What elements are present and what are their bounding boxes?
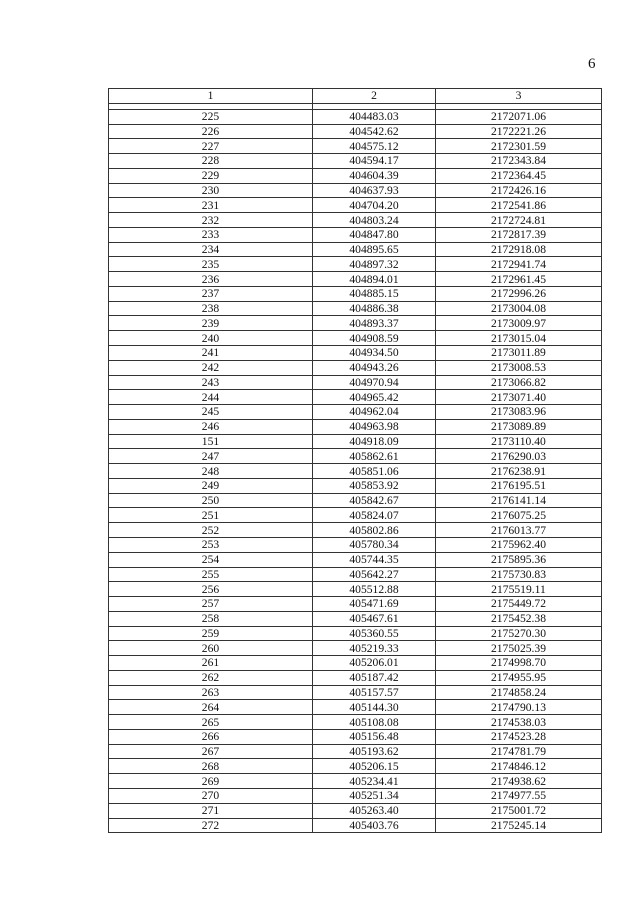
y-coordinate-cell: 2172221.26 xyxy=(436,124,602,139)
y-coordinate-cell: 2176238.91 xyxy=(436,464,602,479)
table-row xyxy=(109,744,602,759)
table-row xyxy=(109,715,602,730)
y-coordinate-cell: 2172961.45 xyxy=(436,272,602,287)
point-number-cell: 244 xyxy=(109,390,313,405)
point-number-cell: 265 xyxy=(109,715,313,730)
x-coordinate-cell: 404847.80 xyxy=(313,227,436,242)
x-coordinate-cell: 404886.38 xyxy=(313,301,436,316)
table-row xyxy=(109,346,602,361)
x-coordinate-cell: 404963.98 xyxy=(313,419,436,434)
point-number-cell: 261 xyxy=(109,656,313,671)
y-coordinate-cell: 2173071.40 xyxy=(436,390,602,405)
y-coordinate-cell: 2175962.40 xyxy=(436,537,602,552)
table-row xyxy=(109,626,602,641)
x-coordinate-cell: 405206.15 xyxy=(313,759,436,774)
column-header-3: 3 xyxy=(436,89,602,104)
point-number-cell: 257 xyxy=(109,597,313,612)
point-number-cell: 259 xyxy=(109,626,313,641)
x-coordinate-cell: 405851.06 xyxy=(313,464,436,479)
y-coordinate-cell: 2175001.72 xyxy=(436,803,602,818)
point-number-cell: 237 xyxy=(109,286,313,301)
x-coordinate-cell: 405642.27 xyxy=(313,567,436,582)
point-number-cell: 250 xyxy=(109,493,313,508)
x-coordinate-cell: 405219.33 xyxy=(313,641,436,656)
table-row xyxy=(109,434,602,449)
x-coordinate-cell: 404895.65 xyxy=(313,242,436,257)
x-coordinate-cell: 405263.40 xyxy=(313,803,436,818)
point-number-cell: 239 xyxy=(109,316,313,331)
table-row xyxy=(109,508,602,523)
x-coordinate-cell: 405251.34 xyxy=(313,788,436,803)
x-coordinate-cell: 405108.08 xyxy=(313,715,436,730)
x-coordinate-cell: 404604.39 xyxy=(313,168,436,183)
point-number-cell: 234 xyxy=(109,242,313,257)
point-number-cell: 233 xyxy=(109,227,313,242)
y-coordinate-cell: 2176075.25 xyxy=(436,508,602,523)
y-coordinate-cell: 2174846.12 xyxy=(436,759,602,774)
y-coordinate-cell: 2174538.03 xyxy=(436,715,602,730)
table-row xyxy=(109,582,602,597)
y-coordinate-cell: 2173066.82 xyxy=(436,375,602,390)
y-coordinate-cell: 2172071.06 xyxy=(436,109,602,124)
y-coordinate-cell: 2176013.77 xyxy=(436,523,602,538)
y-coordinate-cell: 2173015.04 xyxy=(436,331,602,346)
point-number-cell: 242 xyxy=(109,360,313,375)
table-row xyxy=(109,301,602,316)
point-number-cell: 246 xyxy=(109,419,313,434)
table-row xyxy=(109,537,602,552)
x-coordinate-cell: 404594.17 xyxy=(313,154,436,169)
x-coordinate-cell: 405467.61 xyxy=(313,611,436,626)
point-number-cell: 243 xyxy=(109,375,313,390)
y-coordinate-cell: 2172941.74 xyxy=(436,257,602,272)
point-number-cell: 272 xyxy=(109,818,313,833)
y-coordinate-cell: 2174938.62 xyxy=(436,774,602,789)
table-body xyxy=(109,103,602,833)
point-number-cell: 241 xyxy=(109,346,313,361)
y-coordinate-cell: 2172541.86 xyxy=(436,198,602,213)
x-coordinate-cell: 405744.35 xyxy=(313,552,436,567)
y-coordinate-cell: 2172301.59 xyxy=(436,139,602,154)
x-coordinate-cell: 404704.20 xyxy=(313,198,436,213)
point-number-cell: 228 xyxy=(109,154,313,169)
table-row xyxy=(109,405,602,420)
x-coordinate-cell: 405187.42 xyxy=(313,670,436,685)
x-coordinate-cell: 405842.67 xyxy=(313,493,436,508)
y-coordinate-cell: 2172426.16 xyxy=(436,183,602,198)
x-coordinate-cell: 404965.42 xyxy=(313,390,436,405)
table-row xyxy=(109,154,602,169)
point-number-cell: 225 xyxy=(109,109,313,124)
point-number-cell: 251 xyxy=(109,508,313,523)
point-number-cell: 248 xyxy=(109,464,313,479)
x-coordinate-cell: 404575.12 xyxy=(313,139,436,154)
y-coordinate-cell: 2175730.83 xyxy=(436,567,602,582)
y-coordinate-cell: 2172364.45 xyxy=(436,168,602,183)
point-number-cell: 262 xyxy=(109,670,313,685)
table-row xyxy=(109,597,602,612)
y-coordinate-cell: 2173083.96 xyxy=(436,405,602,420)
y-coordinate-cell: 2174523.28 xyxy=(436,729,602,744)
column-header-2: 2 xyxy=(313,89,436,104)
table-row xyxy=(109,729,602,744)
table-row xyxy=(109,227,602,242)
y-coordinate-cell: 2175270.30 xyxy=(436,626,602,641)
point-number-cell: 264 xyxy=(109,700,313,715)
table-row xyxy=(109,611,602,626)
point-number-cell: 238 xyxy=(109,301,313,316)
table-row xyxy=(109,168,602,183)
y-coordinate-cell: 2172918.08 xyxy=(436,242,602,257)
y-coordinate-cell: 2175452.38 xyxy=(436,611,602,626)
table-row xyxy=(109,700,602,715)
point-number-cell: 232 xyxy=(109,213,313,228)
y-coordinate-cell: 2172817.39 xyxy=(436,227,602,242)
point-number-cell: 266 xyxy=(109,729,313,744)
table-row xyxy=(109,818,602,833)
point-number-cell: 260 xyxy=(109,641,313,656)
x-coordinate-cell: 405156.48 xyxy=(313,729,436,744)
table-header-row xyxy=(109,89,602,104)
point-number-cell: 235 xyxy=(109,257,313,272)
table-row xyxy=(109,774,602,789)
y-coordinate-cell: 2174955.95 xyxy=(436,670,602,685)
x-coordinate-cell: 405824.07 xyxy=(313,508,436,523)
x-coordinate-cell: 404943.26 xyxy=(313,360,436,375)
point-number-cell: 249 xyxy=(109,478,313,493)
x-coordinate-cell: 404934.50 xyxy=(313,346,436,361)
table-row xyxy=(109,124,602,139)
y-coordinate-cell: 2173011.89 xyxy=(436,346,602,361)
point-number-cell: 230 xyxy=(109,183,313,198)
point-number-cell: 236 xyxy=(109,272,313,287)
point-number-cell: 254 xyxy=(109,552,313,567)
x-coordinate-cell: 405853.92 xyxy=(313,478,436,493)
table-row xyxy=(109,257,602,272)
point-number-cell: 271 xyxy=(109,803,313,818)
table-row xyxy=(109,198,602,213)
x-coordinate-cell: 404908.59 xyxy=(313,331,436,346)
table-row xyxy=(109,656,602,671)
point-number-cell: 269 xyxy=(109,774,313,789)
x-coordinate-cell: 405471.69 xyxy=(313,597,436,612)
x-coordinate-cell: 405512.88 xyxy=(313,582,436,597)
x-coordinate-cell: 405862.61 xyxy=(313,449,436,464)
y-coordinate-cell: 2172343.84 xyxy=(436,154,602,169)
table-row xyxy=(109,641,602,656)
point-number-cell: 231 xyxy=(109,198,313,213)
y-coordinate-cell: 2173089.89 xyxy=(436,419,602,434)
point-number-cell: 263 xyxy=(109,685,313,700)
x-coordinate-cell: 404885.15 xyxy=(313,286,436,301)
y-coordinate-cell: 2172724.81 xyxy=(436,213,602,228)
table-row xyxy=(109,109,602,124)
x-coordinate-cell: 404803.24 xyxy=(313,213,436,228)
point-number-cell: 240 xyxy=(109,331,313,346)
table-row xyxy=(109,213,602,228)
x-coordinate-cell: 405157.57 xyxy=(313,685,436,700)
x-coordinate-cell: 405780.34 xyxy=(313,537,436,552)
x-coordinate-cell: 404542.62 xyxy=(313,124,436,139)
y-coordinate-cell: 2173009.97 xyxy=(436,316,602,331)
y-coordinate-cell: 2174790.13 xyxy=(436,700,602,715)
x-coordinate-cell: 404893.37 xyxy=(313,316,436,331)
table-row xyxy=(109,360,602,375)
x-coordinate-cell: 404918.09 xyxy=(313,434,436,449)
table-row xyxy=(109,272,602,287)
table-row xyxy=(109,685,602,700)
table-row xyxy=(109,788,602,803)
y-coordinate-cell: 2173110.40 xyxy=(436,434,602,449)
point-number-cell: 253 xyxy=(109,537,313,552)
point-number-cell: 270 xyxy=(109,788,313,803)
table-row xyxy=(109,478,602,493)
y-coordinate-cell: 2174781.79 xyxy=(436,744,602,759)
table-row xyxy=(109,331,602,346)
table-row xyxy=(109,390,602,405)
y-coordinate-cell: 2176141.14 xyxy=(436,493,602,508)
point-number-cell: 252 xyxy=(109,523,313,538)
table-row xyxy=(109,670,602,685)
table-row xyxy=(109,375,602,390)
point-number-cell: 247 xyxy=(109,449,313,464)
y-coordinate-cell: 2173008.53 xyxy=(436,360,602,375)
x-coordinate-cell: 405360.55 xyxy=(313,626,436,641)
y-coordinate-cell: 2176195.51 xyxy=(436,478,602,493)
table-row xyxy=(109,493,602,508)
coordinates-table xyxy=(108,88,602,833)
table-row xyxy=(109,552,602,567)
table-row xyxy=(109,449,602,464)
x-coordinate-cell: 404970.94 xyxy=(313,375,436,390)
y-coordinate-cell: 2174998.70 xyxy=(436,656,602,671)
y-coordinate-cell: 2174977.55 xyxy=(436,788,602,803)
y-coordinate-cell: 2176290.03 xyxy=(436,449,602,464)
x-coordinate-cell: 405802.86 xyxy=(313,523,436,538)
x-coordinate-cell: 405403.76 xyxy=(313,818,436,833)
table-row xyxy=(109,242,602,257)
point-number-cell: 258 xyxy=(109,611,313,626)
point-number-cell: 229 xyxy=(109,168,313,183)
table-row xyxy=(109,419,602,434)
y-coordinate-cell: 2175025.39 xyxy=(436,641,602,656)
table-row xyxy=(109,183,602,198)
point-number-cell: 255 xyxy=(109,567,313,582)
point-number-cell: 151 xyxy=(109,434,313,449)
x-coordinate-cell: 404962.04 xyxy=(313,405,436,420)
y-coordinate-cell: 2174858.24 xyxy=(436,685,602,700)
table-row xyxy=(109,316,602,331)
x-coordinate-cell: 404897.32 xyxy=(313,257,436,272)
x-coordinate-cell: 405193.62 xyxy=(313,744,436,759)
column-header-1: 1 xyxy=(109,89,313,104)
y-coordinate-cell: 2175245.14 xyxy=(436,818,602,833)
table-row xyxy=(109,803,602,818)
table-row xyxy=(109,567,602,582)
table-row xyxy=(109,286,602,301)
x-coordinate-cell: 404637.93 xyxy=(313,183,436,198)
point-number-cell: 268 xyxy=(109,759,313,774)
x-coordinate-cell: 404483.03 xyxy=(313,109,436,124)
table-row xyxy=(109,759,602,774)
y-coordinate-cell: 2175519.11 xyxy=(436,582,602,597)
table-row xyxy=(109,139,602,154)
point-number-cell: 226 xyxy=(109,124,313,139)
y-coordinate-cell: 2173004.08 xyxy=(436,301,602,316)
y-coordinate-cell: 2172996.26 xyxy=(436,286,602,301)
x-coordinate-cell: 405206.01 xyxy=(313,656,436,671)
page-number: 6 xyxy=(588,56,596,72)
point-number-cell: 256 xyxy=(109,582,313,597)
point-number-cell: 245 xyxy=(109,405,313,420)
y-coordinate-cell: 2175895.36 xyxy=(436,552,602,567)
x-coordinate-cell: 405234.41 xyxy=(313,774,436,789)
table-row xyxy=(109,523,602,538)
x-coordinate-cell: 404894.01 xyxy=(313,272,436,287)
x-coordinate-cell: 405144.30 xyxy=(313,700,436,715)
point-number-cell: 227 xyxy=(109,139,313,154)
y-coordinate-cell: 2175449.72 xyxy=(436,597,602,612)
point-number-cell: 267 xyxy=(109,744,313,759)
table-row xyxy=(109,464,602,479)
